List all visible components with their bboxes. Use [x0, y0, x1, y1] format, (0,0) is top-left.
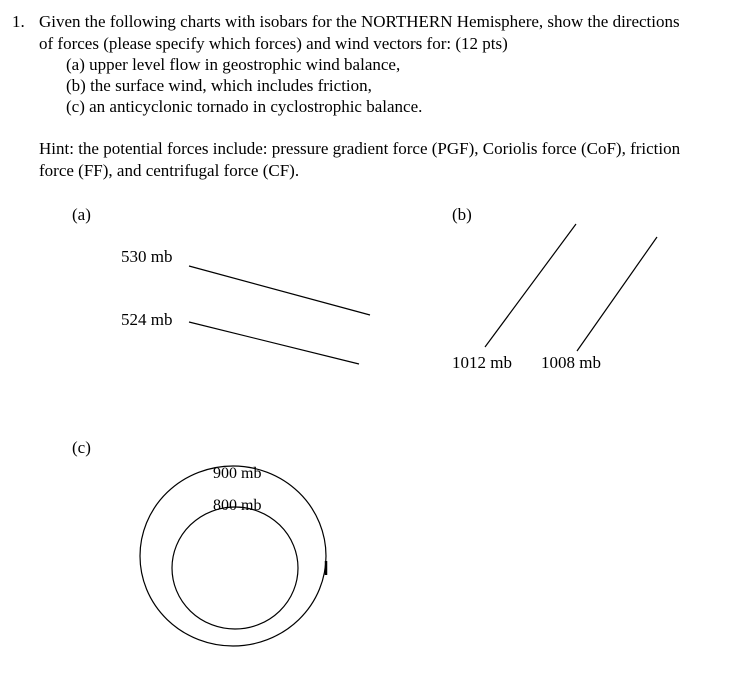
isobar-524-label: 524 mb	[121, 310, 173, 329]
isobar-800-label: 800 mb	[213, 497, 262, 514]
isobar-900-circle	[140, 466, 326, 646]
isobar-900-label: 900 mb	[213, 465, 262, 482]
isobar-1008-line	[577, 237, 657, 351]
question-line-1: Given the following charts with isobars for the NORTHERN Hemisphere, show the directions	[39, 12, 680, 31]
figure-c-label: (c)	[72, 438, 91, 457]
figure-a-label: (a)	[72, 205, 91, 224]
question-line-2: of forces (please specify which forces) and wind vectors for: (12 pts)	[39, 34, 508, 53]
isobar-524-line	[189, 322, 359, 364]
part-a-text: (a) upper level flow in geostrophic wind balance,	[66, 55, 401, 74]
isobar-530-line	[189, 266, 370, 315]
hint-line-1: Hint: the potential forces include: pressure gradient force (PGF), Coriolis force (CoF), friction	[39, 139, 681, 158]
isobar-1012-label: 1012 mb	[452, 353, 512, 372]
hint-line-2: force (FF), and centrifugal force (CF).	[39, 161, 300, 180]
isobar-530-label: 530 mb	[121, 247, 173, 266]
isobar-1012-line	[485, 224, 576, 347]
figure-b-label: (b)	[452, 205, 472, 224]
part-c-text: (c) an anticyclonic tornado in cyclostrophic balance.	[66, 97, 423, 116]
part-b-text: (b) the surface wind, which includes friction,	[66, 76, 372, 95]
isobar-1008-label: 1008 mb	[541, 353, 601, 372]
question-number: 1.	[12, 12, 25, 31]
isobar-800-circle	[172, 507, 298, 629]
